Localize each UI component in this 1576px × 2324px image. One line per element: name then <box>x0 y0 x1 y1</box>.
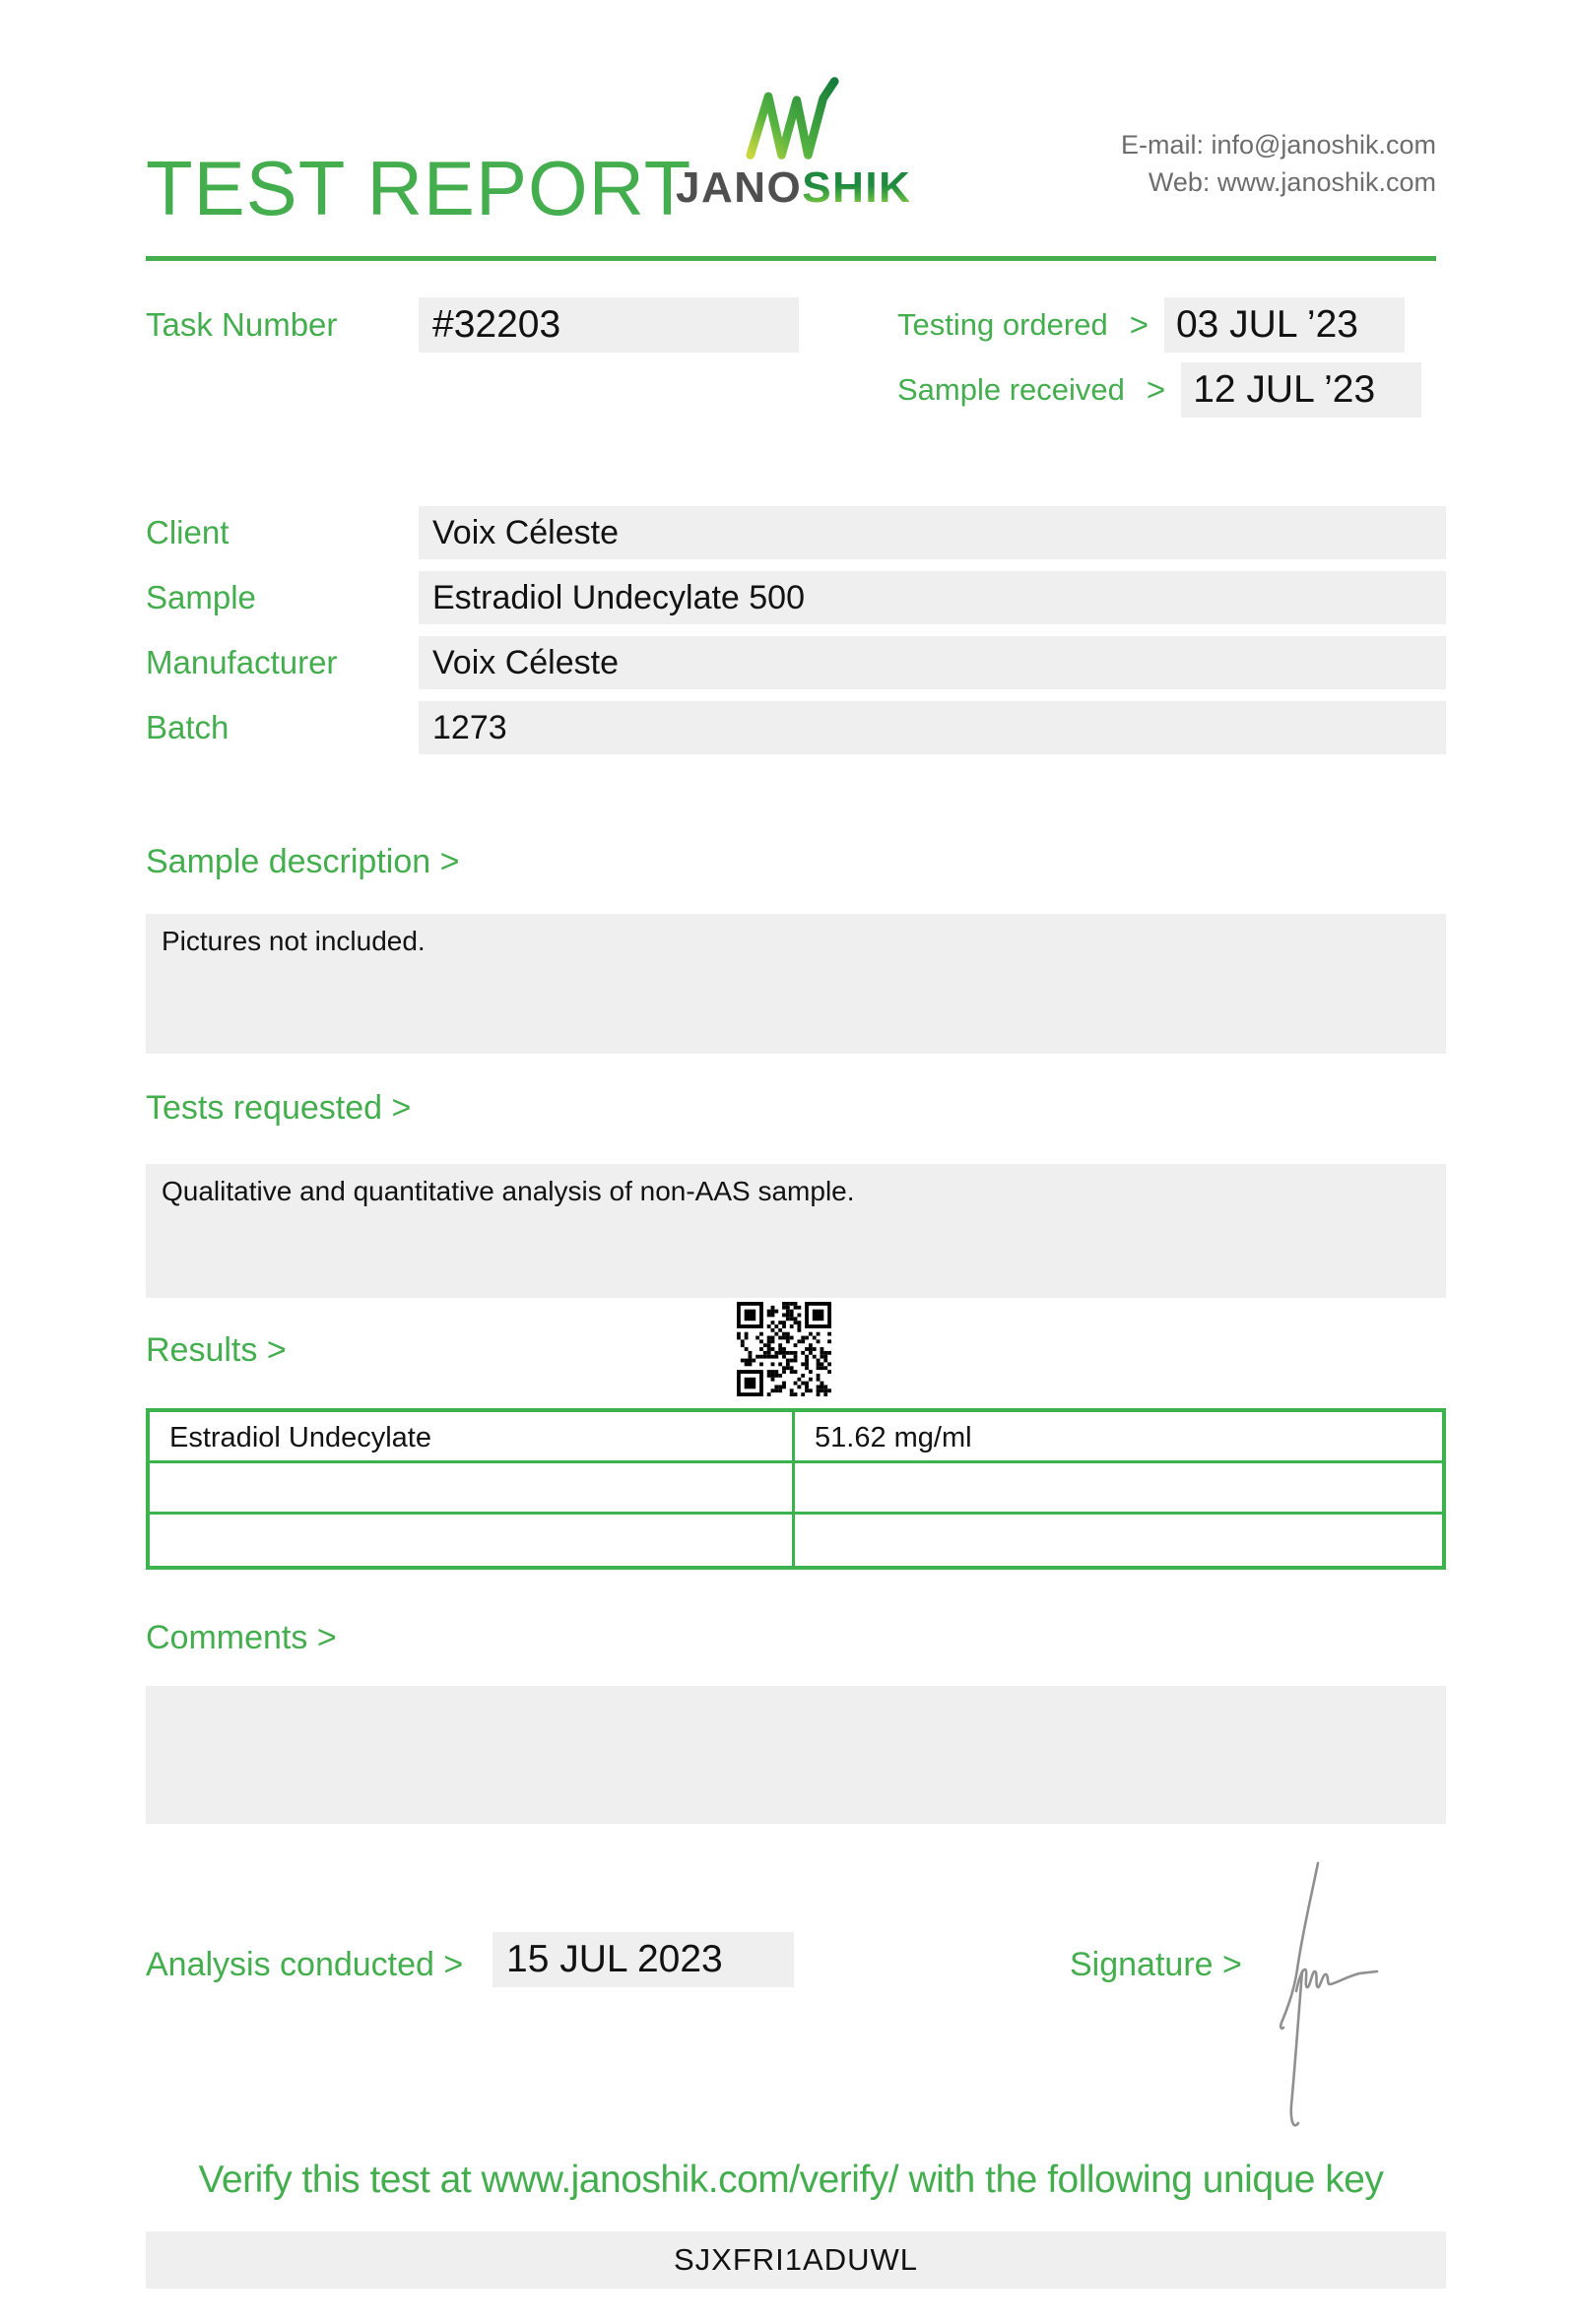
testing-ordered-arrow: > <box>1129 306 1149 343</box>
logo-word-green: SHIK <box>802 163 912 212</box>
result-value-cell: 51.62 mg/ml <box>815 1422 972 1453</box>
client-field <box>419 506 1446 559</box>
comments-box <box>146 1686 1446 1824</box>
tests-requested-box <box>146 1164 1446 1298</box>
manufacturer-field <box>419 636 1446 689</box>
sample-description-heading: Sample description > <box>146 843 460 880</box>
header-divider <box>146 256 1436 261</box>
manufacturer-value: Voix Céleste <box>432 644 619 681</box>
manufacturer-label: Manufacturer <box>146 644 338 680</box>
janoshik-logo <box>676 77 910 213</box>
result-value-cell <box>795 1463 1442 1512</box>
analysis-date-value: 15 JUL 2023 <box>506 1938 723 1980</box>
results-table <box>146 1408 1446 1570</box>
verify-key-field <box>146 2231 1446 2289</box>
sample-value: Estradiol Undecylate 500 <box>432 579 806 616</box>
task-number-field <box>419 297 799 353</box>
sample-description-box <box>146 914 1446 1054</box>
table-row <box>150 1515 1442 1566</box>
testing-ordered-label: Testing ordered <box>897 307 1108 342</box>
testing-ordered-row <box>897 297 1405 353</box>
sample-received-arrow: > <box>1146 371 1166 408</box>
task-number-label: Task Number <box>146 306 338 343</box>
tests-requested-heading: Tests requested > <box>146 1089 412 1127</box>
logo-word-dark: JANO <box>676 163 803 212</box>
tests-requested-text: Qualitative and quantitative analysis of non-AAS sample. <box>162 1176 855 1206</box>
client-label: Client <box>146 514 230 550</box>
contact-info <box>1121 126 1436 201</box>
comments-heading: Comments > <box>146 1619 337 1656</box>
result-value-cell <box>795 1515 1442 1566</box>
verify-key-value: SJXFRI1ADUWL <box>674 2242 918 2277</box>
task-number-value: #32203 <box>432 303 561 346</box>
analysis-conducted-label: Analysis conducted > <box>146 1946 464 1983</box>
result-analyte-cell <box>150 1463 795 1512</box>
sample-field <box>419 571 1446 624</box>
sample-received-field <box>1181 362 1421 418</box>
sample-received-date: 12 JUL ’23 <box>1193 368 1376 411</box>
sample-label: Sample <box>146 579 256 615</box>
result-analyte-cell: Estradiol Undecylate <box>150 1412 795 1460</box>
table-row <box>150 1463 1442 1515</box>
sample-received-row <box>897 362 1421 418</box>
growth-chart-icon <box>746 77 840 160</box>
verify-instruction: Verify this test at www.janoshik.com/verify/ with the following unique key <box>198 2159 1384 2201</box>
contact-web: Web: www.janoshik.com <box>1148 167 1436 197</box>
results-heading: Results > <box>146 1331 287 1369</box>
sample-description-text: Pictures not included. <box>162 926 426 956</box>
analysis-date-field <box>492 1932 794 1987</box>
batch-value: 1273 <box>432 709 507 746</box>
signature-label: Signature > <box>1070 1946 1242 1983</box>
client-value: Voix Céleste <box>432 514 619 551</box>
contact-email: E-mail: info@janoshik.com <box>1120 130 1436 160</box>
qr-code <box>737 1302 831 1396</box>
handwritten-signature <box>1251 1832 1468 2147</box>
batch-field <box>419 701 1446 754</box>
testing-ordered-field <box>1164 297 1405 353</box>
sample-received-label: Sample received <box>897 372 1125 407</box>
page-title: TEST REPORT <box>146 145 692 231</box>
logo-wordmark <box>676 163 910 213</box>
testing-ordered-date: 03 JUL ’23 <box>1175 303 1358 346</box>
batch-label: Batch <box>146 709 230 745</box>
result-analyte-cell <box>150 1515 795 1566</box>
table-row <box>150 1412 1442 1463</box>
